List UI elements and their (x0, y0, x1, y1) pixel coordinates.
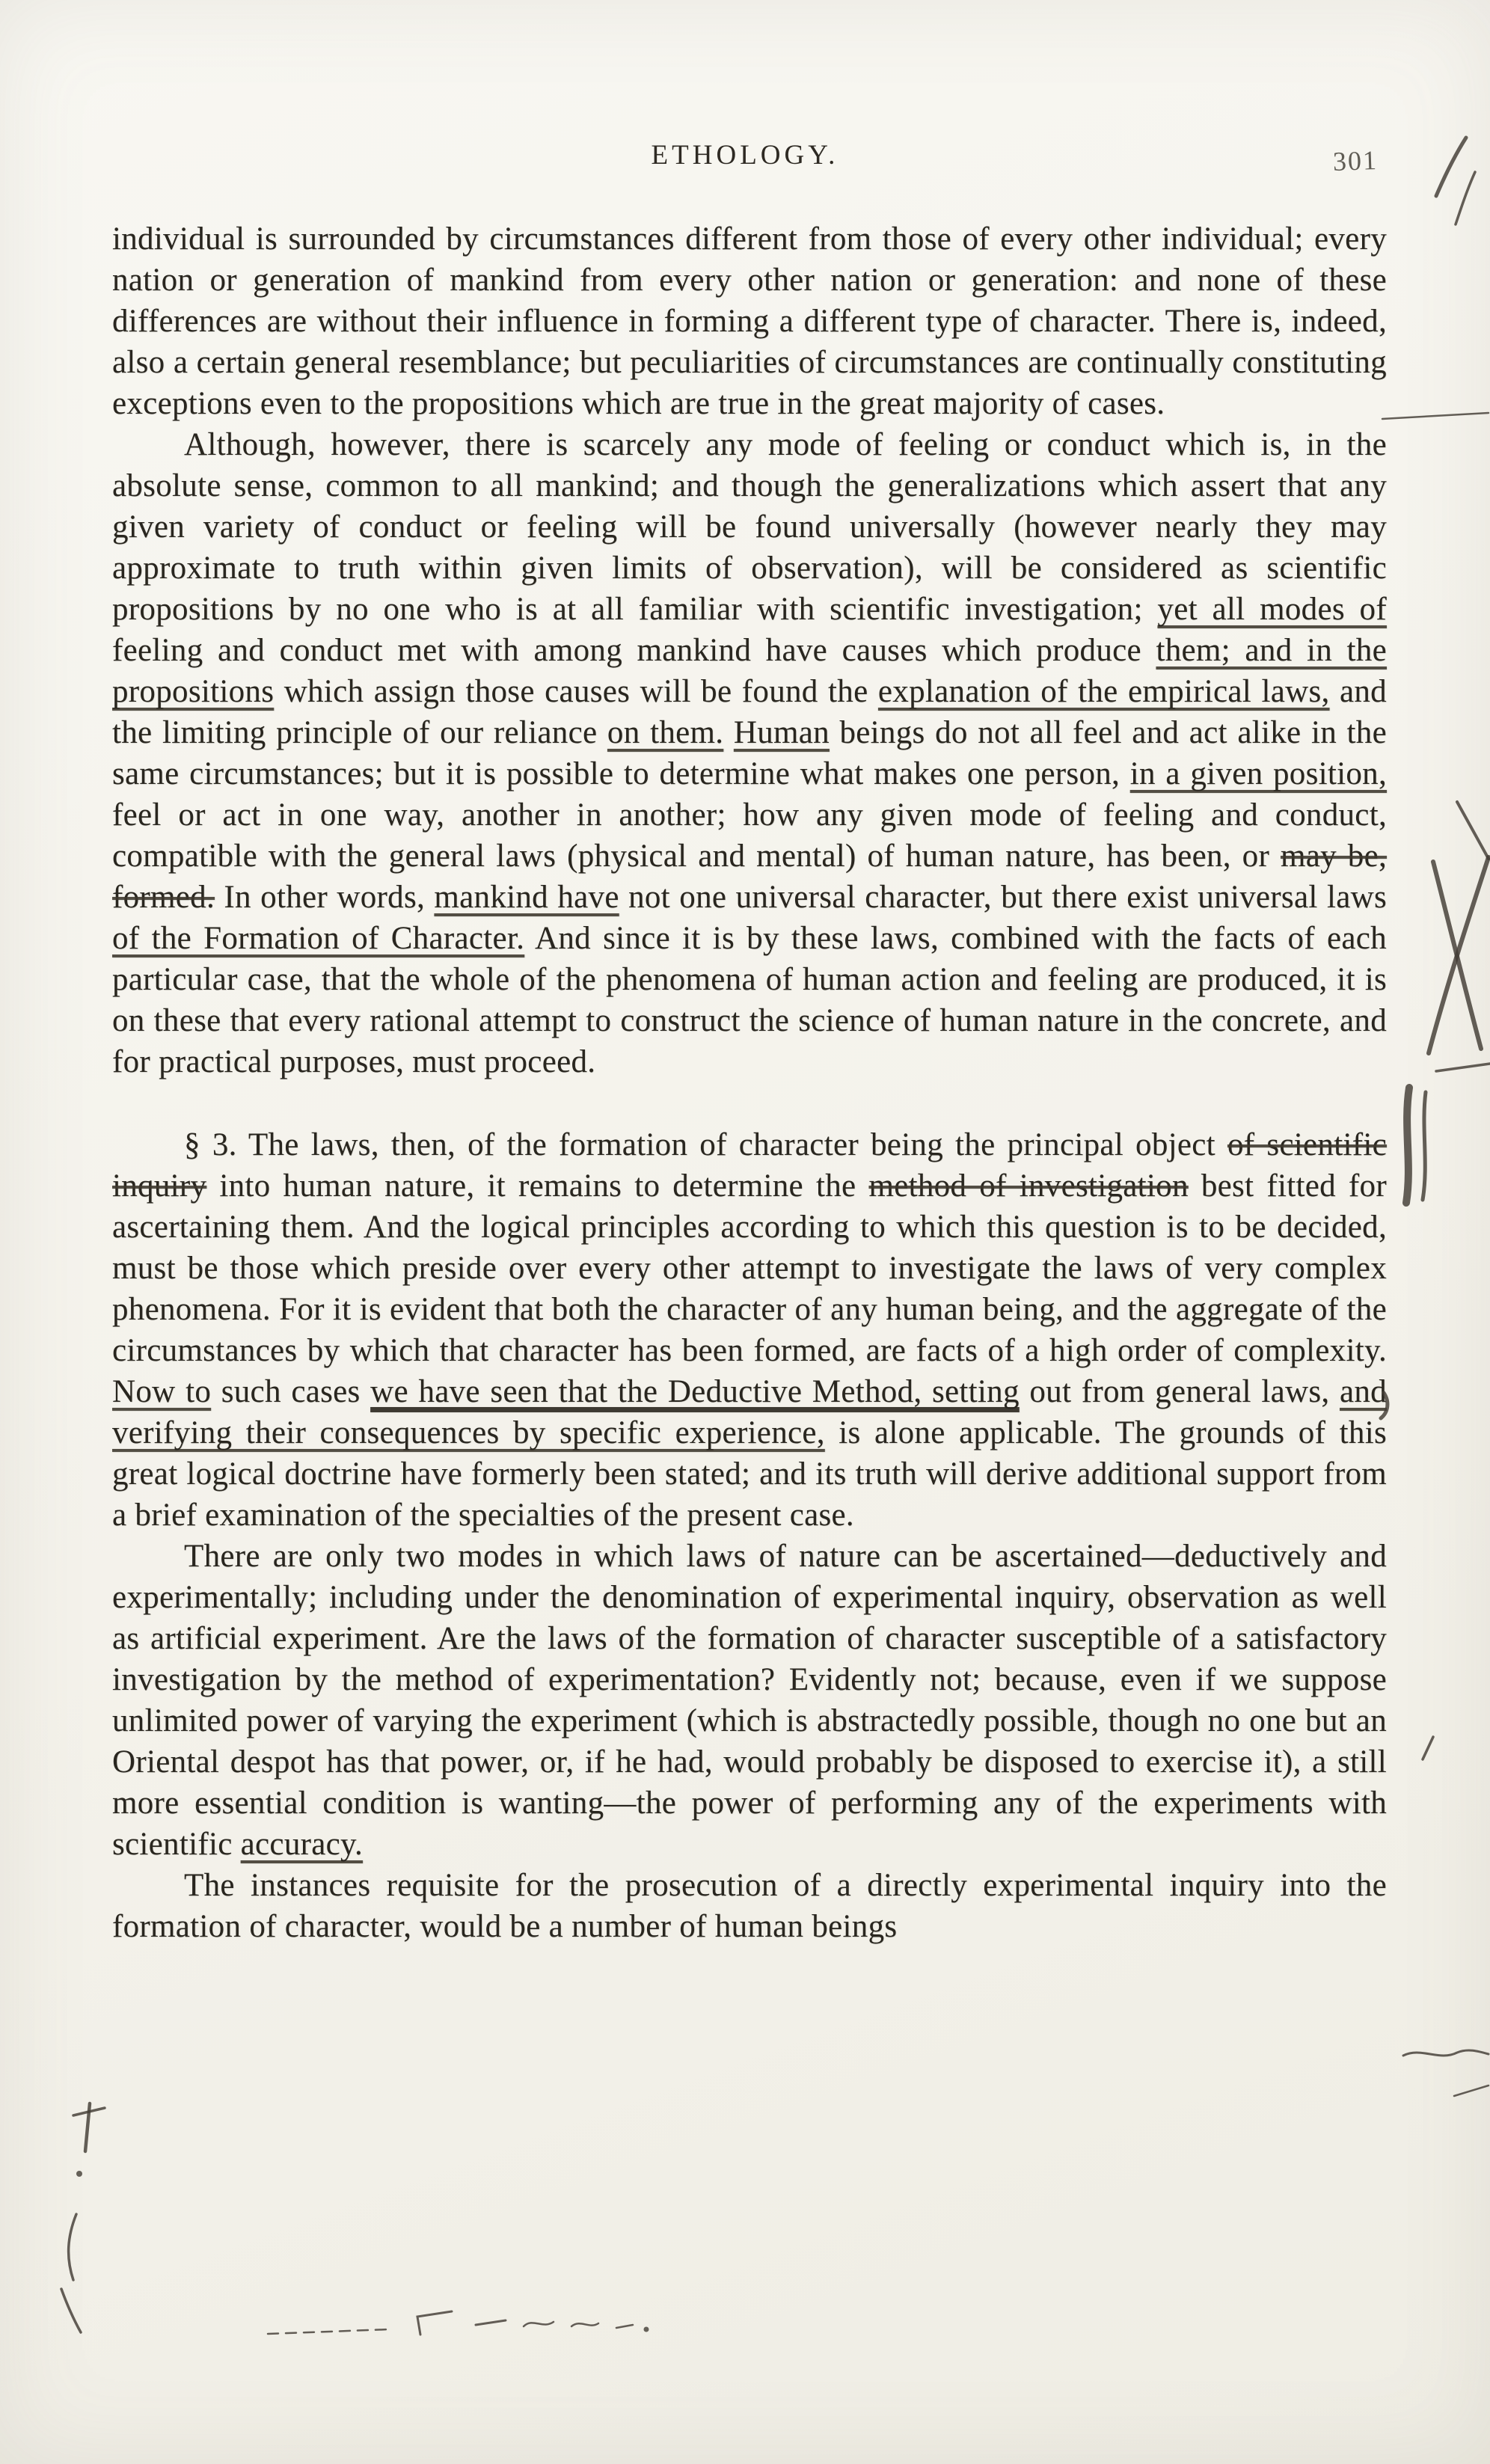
underlined-segment: on them. (607, 715, 724, 750)
text-segment: feel or act in one way, another in another; how any given mode of feeling and conduct, compatible with the general laws (physical and mental) of human nature, has been, or (112, 797, 1387, 874)
text-segment: And since it is by these laws, combined with the facts of each particular case, that the whole of the phenomena of human action and feeling are produced, it is on these that every rational attempt to construct the science of human nature in the concrete, and for practical purposes, must proceed. (112, 921, 1387, 1079)
paragraph-two-modes (112, 1536, 1387, 1865)
double-vertical-stroke-right-margin-icon (1406, 1088, 1426, 1203)
paragraph-continuation (112, 218, 1387, 424)
squiggle-marks-after-accuracy-icon (268, 2311, 649, 2335)
text-segment: There are only two modes in which laws of nature can be ascertained—deductively and experimentally; including under the denomination of experimental inquiry, observation as well as artificial experiment. Are the laws of the formation of character susceptible of a satisfactory investigation by the method of experimentation? Evidently not; because, even if we suppose unlimited power of varying the experiment (which is abstractedly possible, though no one but an Oriental despot has that power, or, if he had, would probably be disposed to exercise it), a still more essential condition is wanting—the power of performing any of the experiments with scientific (112, 1539, 1387, 1862)
underlined-segment: yet all modes of (1157, 592, 1387, 627)
underlined-segment: Human (733, 715, 830, 750)
underlined-segment: and verifying their consequences by specific experience, (112, 1374, 1387, 1450)
paren-stroke-left-margin-icon (69, 2214, 76, 2280)
text-segment: beings do not all feel and act alike in the same circumstances; but it is possible to determine what makes one person, (112, 715, 1387, 791)
faint-rule-right-margin-icon (1382, 413, 1489, 419)
underlined-segment: Now to (112, 1374, 212, 1409)
dagger-left-margin-icon (73, 2103, 105, 2151)
paragraph-instances (112, 1865, 1387, 1947)
text-segment: feeling and conduct met with among mankind have causes which produce (112, 633, 1156, 668)
paragraph-section-3 (112, 1124, 1387, 1536)
struck-segment: of scientific inquiry (112, 1127, 1387, 1204)
text-segment: best fitted for ascertaining them. And the logical principles according to which this question is to be decided, must be those which preside over every other attempt to investigate the laws of very complex phenomena. For it is evident that both the character of any human being, and the aggregate of the circumstances by which that character has been formed, are facts of a high order of complexity. (112, 1168, 1387, 1368)
tick-right-margin-icon (1423, 1737, 1433, 1759)
horizontal-dash-right-margin-icon (1436, 1064, 1490, 1071)
underlined-segment: mankind have (434, 880, 619, 915)
heavy-underlined-segment: we have seen that the Deductive Method, setting (370, 1374, 1020, 1409)
running-header: ETHOLOGY. (651, 140, 839, 171)
text-segment: and the limiting principle of our reliance (112, 674, 1387, 750)
page-number: 301 (1332, 144, 1379, 177)
text-segment: into human nature, it remains to determine the (219, 1168, 869, 1204)
text-segment: Although, however, there is scarcely any mode of feeling or conduct which is, in the absolute sense, common to all mankind; and though the generalizations which assert that any given variety of conduct or feeling will be found universally (however nearly they may approximate to truth within given limits of observation), will be considered as scientific propositions by no one who is at all familiar with scientific investigation; (112, 427, 1387, 627)
paragraph-although (112, 424, 1387, 1082)
text-segment: is alone applicable. The grounds of this great logical doctrine have formerly been stated; and its truth will derive additional support from a brief examination of the specialties of the present case. (112, 1415, 1387, 1533)
text-segment: § 3. The laws, then, of the formation of character being the principal object (184, 1127, 1227, 1162)
text-segment: which assign those causes will be found the (283, 674, 878, 709)
pencil-dot-left-margin-icon (76, 2171, 82, 2177)
struck-segment: method of investigation (868, 1168, 1189, 1204)
slash-stroke-left-margin-icon (61, 2289, 81, 2332)
underlined-segment: accuracy. (240, 1827, 364, 1862)
struck-segment: may be, formed. (112, 839, 1388, 915)
text-segment: The instances requisite for the prosecution of a directly experimental inquiry into the formation of character, would be a number of human beings (112, 1868, 1387, 1944)
page-body (112, 218, 1387, 1947)
underlined-segment: in a given position, (1129, 756, 1388, 791)
underlined-segment: of the Formation of Character. (112, 921, 525, 956)
text-segment: out from general laws, (1029, 1374, 1340, 1409)
x-mark-right-margin-icon (1429, 802, 1489, 1053)
text-segment: not one universal character, but there exist universal laws (628, 880, 1387, 915)
text-segment: individual is surrounded by circumstances different from those of every other individual; every nation or generation of mankind from every other nation or generation: and none of these differences are without their influence in forming a different type of character. There is, indeed, also a certain general resemblance; but peculiarities of circumstances are continually constituting exceptions even to the propositions which are true in the great majority of cases. (112, 221, 1387, 421)
underlined-segment: them; and in the propositions (112, 633, 1387, 709)
underlined-segment: explanation of the empirical laws, (877, 674, 1330, 709)
wave-dash-right-margin-icon (1403, 2050, 1489, 2096)
text-segment: such cases (221, 1374, 371, 1409)
text-segment: In other words, (224, 880, 435, 915)
